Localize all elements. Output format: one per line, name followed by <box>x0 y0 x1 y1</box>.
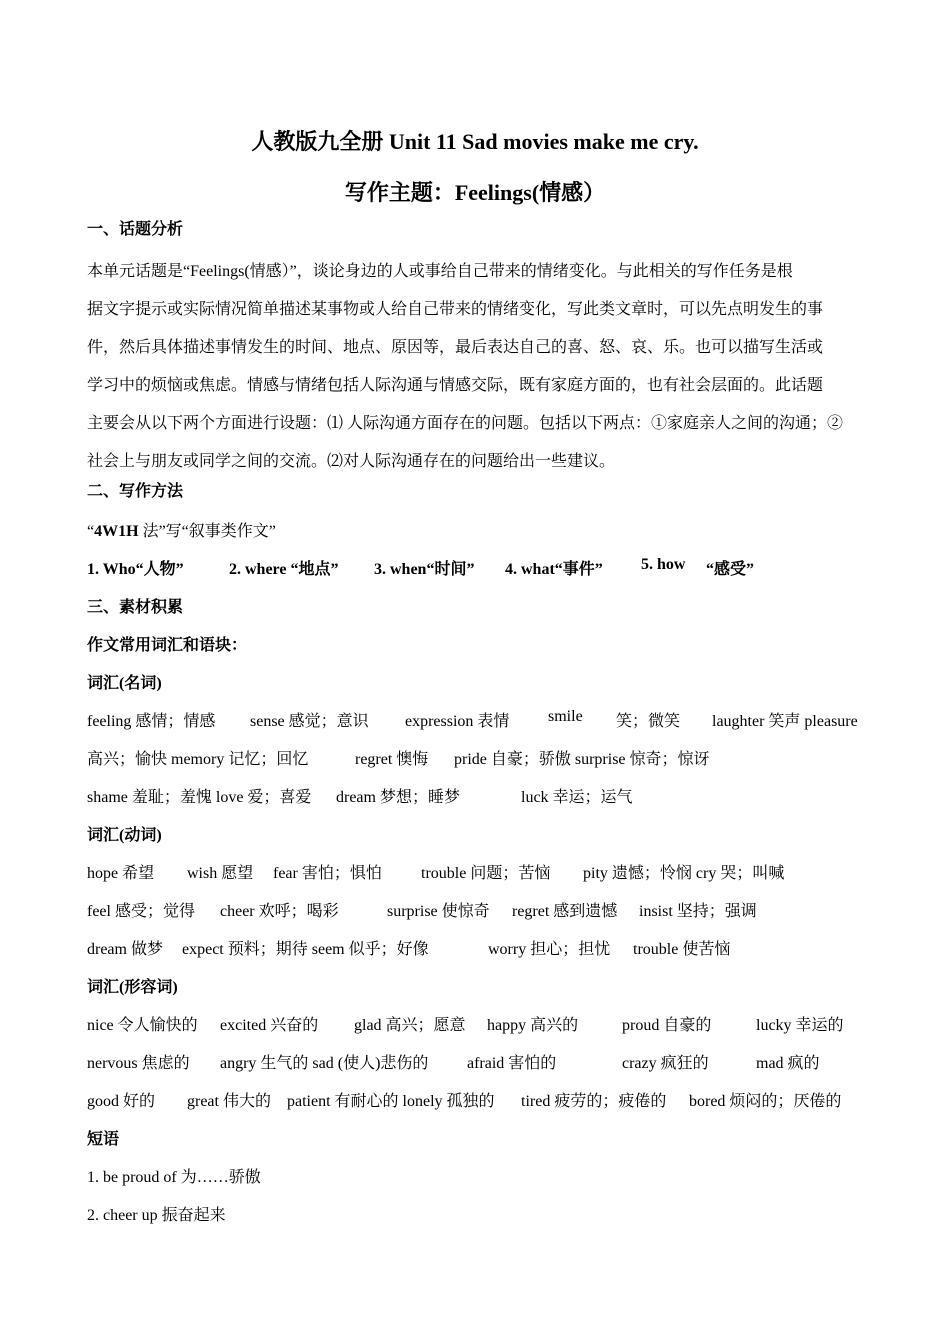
paragraph-line <box>87 258 864 281</box>
paragraph-line <box>87 372 864 395</box>
vocab-item: nervous 焦虑的 <box>87 1055 190 1072</box>
section-heading-writing-method: 二、写作方法 <box>87 483 184 500</box>
vocab-item: shame 羞耻；羞愧 love 爱；喜爱 <box>87 789 312 806</box>
vocab-item: tired 疲劳的；疲倦的 <box>521 1093 667 1110</box>
method-name <box>87 518 276 541</box>
vocab-item: regret 感到遗憾 <box>512 903 618 920</box>
vocab-item: wish 愿望 <box>187 865 254 882</box>
paragraph-line-text: 据文字提示或实际情况简单描述某事物或人给自己带来的情绪变化，写此类文章时，可以先点明发生的事 <box>87 301 824 318</box>
vocab-item: glad 高兴；愿意 <box>354 1017 466 1034</box>
vocab-item: feeling 感情；情感 <box>87 713 216 730</box>
paragraph-line-text: 本单元话题是“Feelings(情感）”，谈论身边的人或事给自己带来的情绪变化。与此相关的写作任务是根 <box>87 263 793 280</box>
phrase-item: 2. cheer up 振奋起来 <box>87 1207 226 1224</box>
method-step: 3. when“时间” <box>374 561 475 578</box>
vocab-item: great 伟大的 <box>187 1093 271 1110</box>
vocab-item: 高兴；愉快 memory 记忆；回忆 <box>87 751 309 768</box>
vocab-item: dream 做梦 <box>87 941 163 958</box>
vocab-item: patient 有耐心的 lonely 孤独的 <box>287 1093 495 1110</box>
paragraph-line <box>87 334 864 357</box>
vocab-item: good 好的 <box>87 1093 156 1110</box>
vocab-item: smile <box>548 708 583 725</box>
vocab-item: sense 感觉；意识 <box>250 713 369 730</box>
method-step: “感受” <box>706 561 755 578</box>
vocab-item: insist 坚持；强调 <box>639 903 757 920</box>
vocab-item: proud 自豪的 <box>622 1017 712 1034</box>
vocab-item: crazy 疯狂的 <box>622 1055 709 1072</box>
phrase-item: 1. be proud of 为……骄傲 <box>87 1169 261 1186</box>
document-subtitle: 写作主题：Feelings(情感） <box>344 180 606 205</box>
section-heading-materials: 三、素材积累 <box>87 599 184 616</box>
method-step: 1. Who“人物” <box>87 561 184 578</box>
method-step: 4. what“事件” <box>505 561 603 578</box>
vocab-item: expression 表情 <box>405 713 510 730</box>
paragraph-line-text: 件，然后具体描述事情发生的时间、地点、原因等，最后表达自己的喜、怒、哀、乐。也可以描写生活或 <box>87 339 824 356</box>
document-title: 人教版九全册 Unit 11 Sad movies make me cry. <box>251 129 699 154</box>
vocab-item: pity 遗憾；怜悯 cry 哭；叫喊 <box>583 865 785 882</box>
vocab-item: trouble 使苦恼 <box>633 941 731 958</box>
vocab-item: nice 令人愉快的 <box>87 1017 198 1034</box>
method-description: 法”写“叙事类作文” <box>138 523 276 540</box>
method-step: 2. where “地点” <box>229 561 339 578</box>
vocab-item: lucky 幸运的 <box>756 1017 844 1034</box>
phrases-heading: 短语 <box>87 1131 120 1148</box>
method-4w1h: 4W1H <box>94 523 139 540</box>
vocab-item: trouble 问题；苦恼 <box>421 865 551 882</box>
nouns-heading: 词汇(名词) <box>87 675 162 692</box>
vocab-item: bored 烦闷的；厌倦的 <box>689 1093 842 1110</box>
method-quote: “ <box>87 523 95 540</box>
vocab-item: luck 幸运；运气 <box>521 789 633 806</box>
vocab-item: excited 兴奋的 <box>220 1017 319 1034</box>
vocab-item: worry 担心；担忧 <box>488 941 611 958</box>
vocab-item: dream 梦想；睡梦 <box>336 789 460 806</box>
materials-subheading: 作文常用词汇和语块： <box>87 637 248 654</box>
section-heading-topic-analysis: 一、话题分析 <box>87 221 184 238</box>
method-step: 5. how <box>641 556 686 573</box>
adjectives-heading: 词汇(形容词) <box>87 979 178 996</box>
vocab-item: angry 生气的 sad (使人)悲伤的 <box>220 1055 429 1072</box>
vocab-item: regret 懊悔 <box>355 751 429 768</box>
paragraph-line-text: 学习中的烦恼或焦虑。情感与情绪包括人际沟通与情感交际，既有家庭方面的，也有社会层面的。此话题 <box>87 377 824 394</box>
vocab-item: afraid 害怕的 <box>467 1055 557 1072</box>
paragraph-line: 社会上与朋友或同学之间的交流。⑵对人际沟通存在的问题给出一些建议。 <box>87 453 616 470</box>
vocab-item: hope 希望 <box>87 865 155 882</box>
vocab-item: 笑；微笑 <box>616 713 681 730</box>
vocab-item: cheer 欢呼；喝彩 <box>220 903 339 920</box>
vocab-item: expect 预料；期待 seem 似乎；好像 <box>182 941 429 958</box>
vocab-item: mad 疯的 <box>756 1055 820 1072</box>
vocab-item: laughter 笑声 pleasure <box>712 713 858 730</box>
paragraph-line <box>87 410 864 433</box>
vocab-item: pride 自豪；骄傲 surprise 惊奇；惊讶 <box>454 751 710 768</box>
vocab-item: happy 高兴的 <box>487 1017 579 1034</box>
vocab-item: feel 感受；觉得 <box>87 903 195 920</box>
paragraph-line-text: 主要会从以下两个方面进行设题：⑴ 人际沟通方面存在的问题。包括以下两点：①家庭亲人之间的沟通；② <box>87 415 844 432</box>
paragraph-line <box>87 296 864 319</box>
verbs-heading: 词汇(动词) <box>87 827 162 844</box>
vocab-item: surprise 使惊奇 <box>387 903 490 920</box>
vocab-item: fear 害怕；惧怕 <box>273 865 382 882</box>
